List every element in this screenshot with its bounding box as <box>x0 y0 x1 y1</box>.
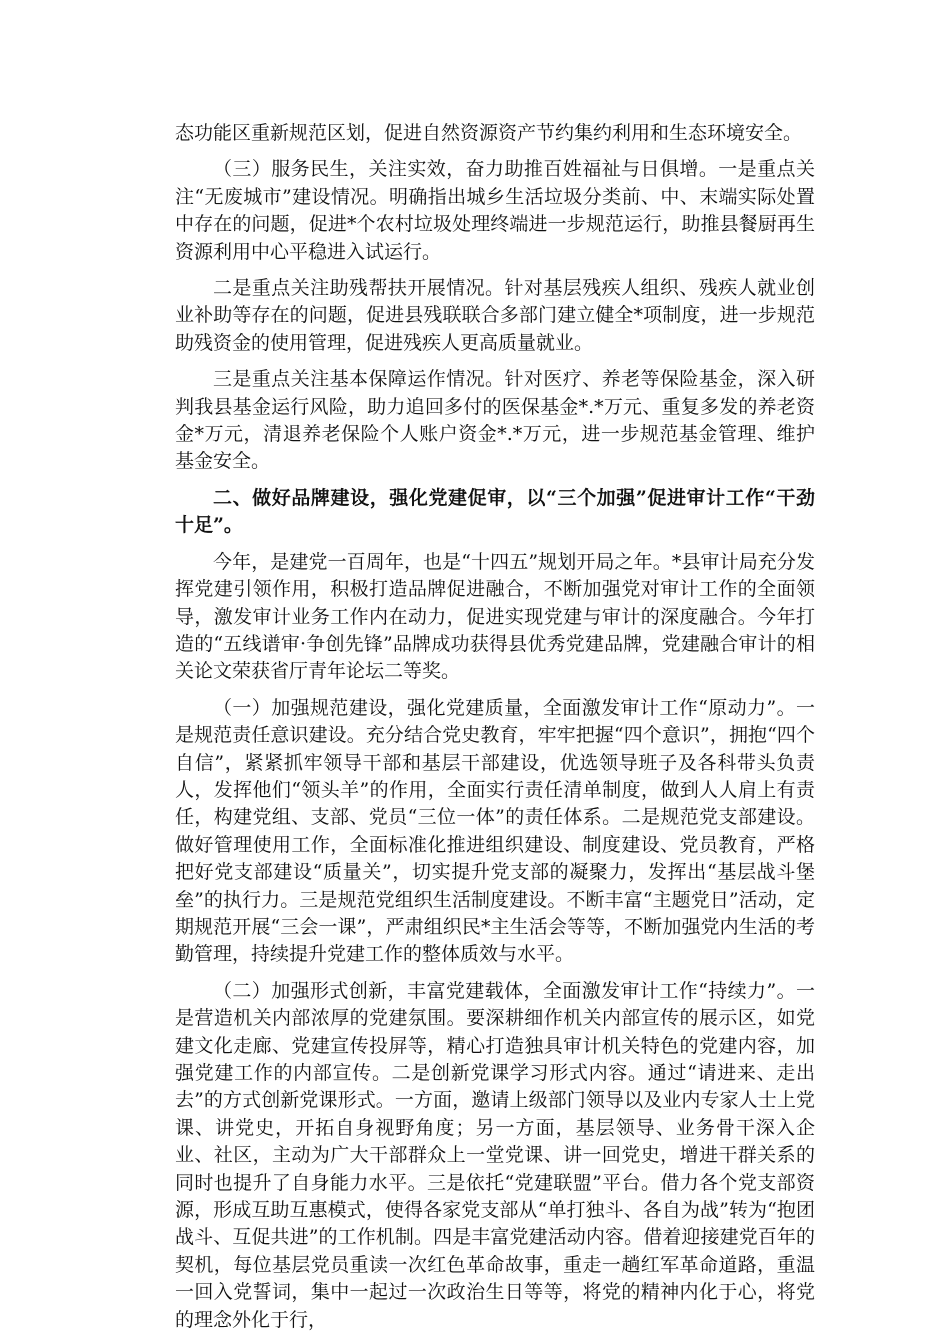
paragraph-form-innovation: （二）加强形式创新，丰富党建载体，全面激发审计工作“持续力”。一是营造机关内部浓厚的党建氛围。要深耕细作机关内部宣传的展示区，如党建文化走廊、党建宣传投屏等，精心打造独具审计机关特色的党建内容，加强党建工作的内部宣传。二是创新党课学习形式内容。通过“请进来、走出去”的方式创新党课形式。一方面，邀请上级部门领导以及业内专家人士上党课、讲党史，开拓自身视野角度；另一方面，基层领导、业务骨干深入企业、社区，主动为广大干部群众上一堂党课、讲一回党史，增进干群关系的同时也提升了自身能力水平。三是依托“党建联盟”平台。借力各个党支部资源，形成互助互惠模式，使得各家党支部从“单打独斗、各自为战”转为“抱团战斗、互促共进”的工作机制。四是丰富党建活动内容。借着迎接建党百年的契机，每位基层党员重读一次红色革命故事，重走一趟红军革命道路，重温一回入党誓词，集中一起过一次政治生日等等，将党的精神内化于心，将党的理念外化于行， <box>175 979 815 1331</box>
paragraph-disability-assistance: 二是重点关注助残帮扶开展情况。针对基层残疾人组织、残疾人就业创业补助等存在的问题，促进县残联联合多部门建立健全*项制度，进一步规范助残资金的使用管理，促进残疾人更高质量就业。 <box>175 277 815 354</box>
paragraph-basic-security: 三是重点关注基本保障运作情况。针对医疗、养老等保险基金，深入研判我县基金运行风险，助力追回多付的医保基金*.*万元、重复多发的养老资金*万元，清退养老保险个人账户资金*.*万元，进一步规范基金管理、维护基金安全。 <box>175 368 815 473</box>
paragraph-centenary: 今年，是建党一百周年，也是“十四五”规划开局之年。*县审计局充分发挥党建引领作用，积极打造品牌促进融合，不断加强党对审计工作的全面领导，激发审计业务工作内在动力，促进实现党建与审计的深度融合。今年打造的“五线谱审·争创先锋”品牌成功获得县优秀党建品牌，党建融合审计的相关论文荣获省厅青年论坛二等奖。 <box>175 550 815 683</box>
document-page <box>175 120 815 1343</box>
paragraph-standard-building: （一）加强规范建设，强化党建质量，全面激发审计工作“原动力”。一是规范责任意识建设。充分结合党史教育，牢牢把握“四个意识”，拥抱“四个自信”，紧紧抓牢领导干部和基层干部建设，优选领导班子及各科带头负责人，发挥他们“领头羊”的作用，全面实行责任清单制度，做到人人肩上有责任，构建党组、支部、党员“三位一体”的责任体系。二是规范党支部建设。做好管理使用工作，全面标准化推进组织建设、制度建设、党员教育，严格把好党支部建设“质量关”，切实提升党支部的凝聚力，发挥出“基层战斗堡垒”的执行力。三是规范党组织生活制度建设。不断丰富“主题党日”活动，定期规范开展“三会一课”，严肃组织民*主生活会等等，不断加强党内生活的考勤管理，持续提升党建工作的整体质效与水平。 <box>175 696 815 966</box>
section-heading-brand-building: 二、做好品牌建设，强化党建促审，以“三个加强”促进审计工作“干劲十足”。 <box>175 486 815 537</box>
paragraph-service-livelihood: （三）服务民生，关注实效，奋力助推百姓福祉与日俱增。一是重点关注“无废城市”建设情况。明确指出城乡生活垃圾分类前、中、末端实际处置中存在的问题，促进*个农村垃圾处理终端进一步规范运行，助推县餐厨再生资源利用中心平稳进入试运行。 <box>175 158 815 263</box>
paragraph-continuation: 态功能区重新规范区划，促进自然资源资产节约集约利用和生态环境安全。 <box>175 122 803 144</box>
